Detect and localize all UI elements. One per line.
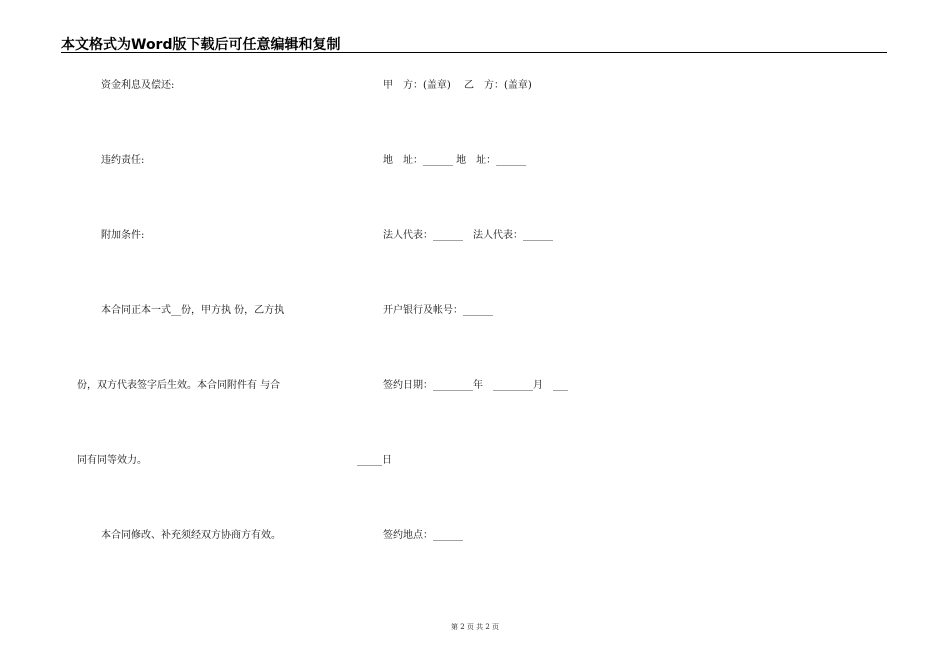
additional-conditions: 附加条件:	[101, 230, 145, 241]
copies-clause-line3: 同有同等效力。	[77, 455, 147, 466]
copies-clause-line1: 本合同正本一式__份，甲方执 份，乙方执	[101, 305, 285, 316]
address-field: 地 址：______ 地 址：______	[383, 155, 527, 166]
signing-date-field: 签约日期：________年 ________月 ___	[383, 380, 568, 391]
breach-clause: 违约责任:	[101, 155, 145, 166]
bank-account-field: 开户银行及帐号：______	[383, 305, 493, 316]
legal-representative-field: 法人代表：______ 法人代表：______	[383, 230, 553, 241]
amendment-clause: 本合同修改、补充须经双方协商方有效。	[101, 530, 281, 541]
header-divider	[61, 52, 887, 53]
signing-place-field: 签约地点：______	[383, 530, 463, 541]
interest-clause: 资金利息及偿还:	[101, 80, 175, 91]
page-number: 第 2 页 共 2 页	[450, 623, 500, 631]
page-header-title: 本文格式为Word版下载后可任意编辑和复制	[61, 37, 341, 53]
signing-day-field: _____日	[357, 455, 392, 466]
copies-clause-line2: 份，双方代表签字后生效。本合同附件有 与合	[77, 380, 281, 391]
parties-seal: 甲 方：(盖章) 乙 方：(盖章)	[383, 80, 532, 91]
